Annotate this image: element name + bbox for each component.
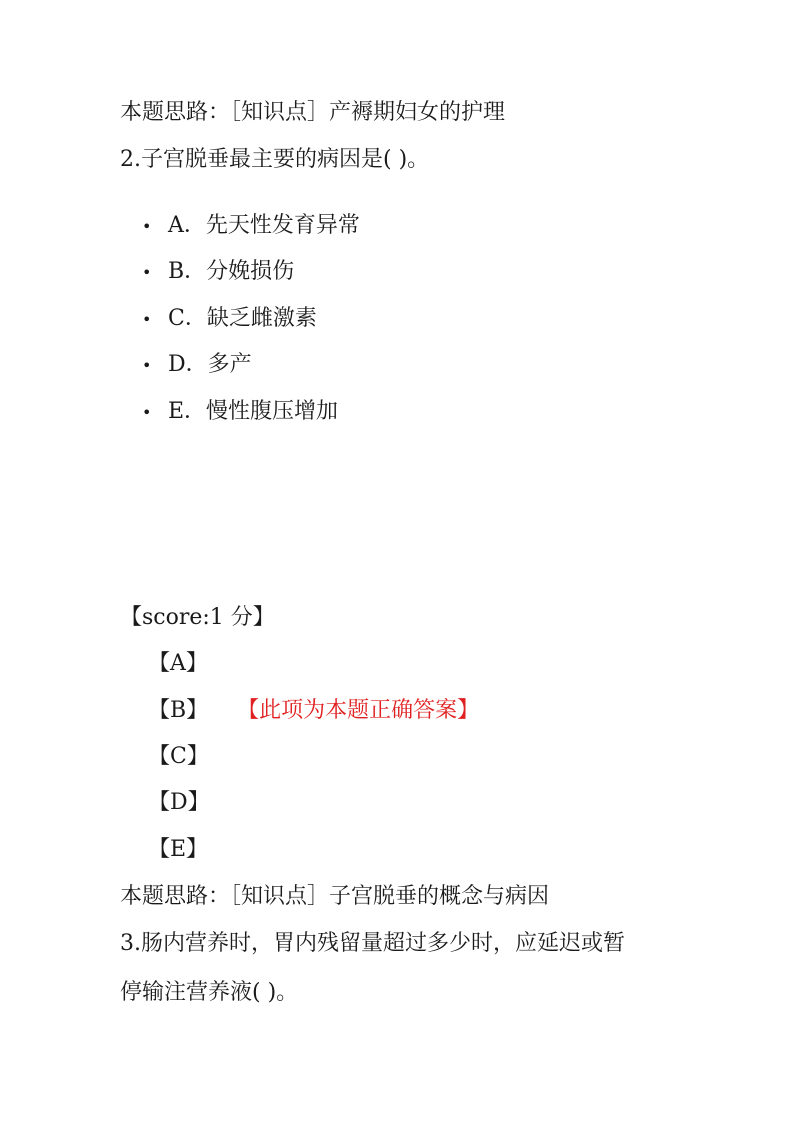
q2-analysis: 本题思路：［知识点］子宫脱垂的概念与病因 [120, 884, 550, 909]
answer-d [148, 788, 210, 818]
answer-label: 【E】 [148, 837, 209, 862]
q2-option-d [142, 350, 252, 381]
answer-label: 【D】 [148, 790, 210, 815]
option-label: A．先天性发育异常 [168, 213, 360, 238]
option-label: C．缺乏雌激素 [168, 306, 317, 331]
option-label: B．分娩损伤 [168, 259, 295, 284]
answer-label: 【C】 [148, 744, 209, 769]
q1-analysis: 本题思路：［知识点］产褥期妇女的护理 [120, 100, 506, 125]
q2-option-b [142, 257, 294, 288]
q2-option-c [142, 304, 317, 335]
answer-a [148, 649, 208, 679]
answer-label: 【B】 [148, 698, 209, 723]
q2-option-a [142, 211, 360, 242]
option-label: E．慢性腹压增加 [168, 399, 339, 424]
bullet-icon: • [142, 310, 152, 329]
answer-label: 【A】 [148, 651, 208, 676]
answer-c [148, 742, 209, 772]
q2-score: 【score:1 分】 [120, 605, 275, 630]
q2-option-e [142, 397, 338, 428]
answer-e [148, 835, 208, 865]
answer-b [148, 696, 479, 726]
q3-stem-line1: 3.肠内营养时，胃内残留量超过多少时，应延迟或暂 [120, 931, 625, 956]
option-label: D．多产 [168, 352, 252, 377]
bullet-icon: • [142, 263, 152, 282]
correct-answer-note: 【此项为本题正确答案】 [248, 698, 480, 723]
bullet-icon: • [142, 403, 152, 422]
bullet-icon: • [142, 356, 152, 375]
q2-stem: 2.子宫脱垂最主要的病因是( )。 [120, 147, 430, 172]
bullet-icon: • [142, 217, 152, 236]
q3-stem-line2: 停输注营养液( )。 [120, 980, 299, 1005]
